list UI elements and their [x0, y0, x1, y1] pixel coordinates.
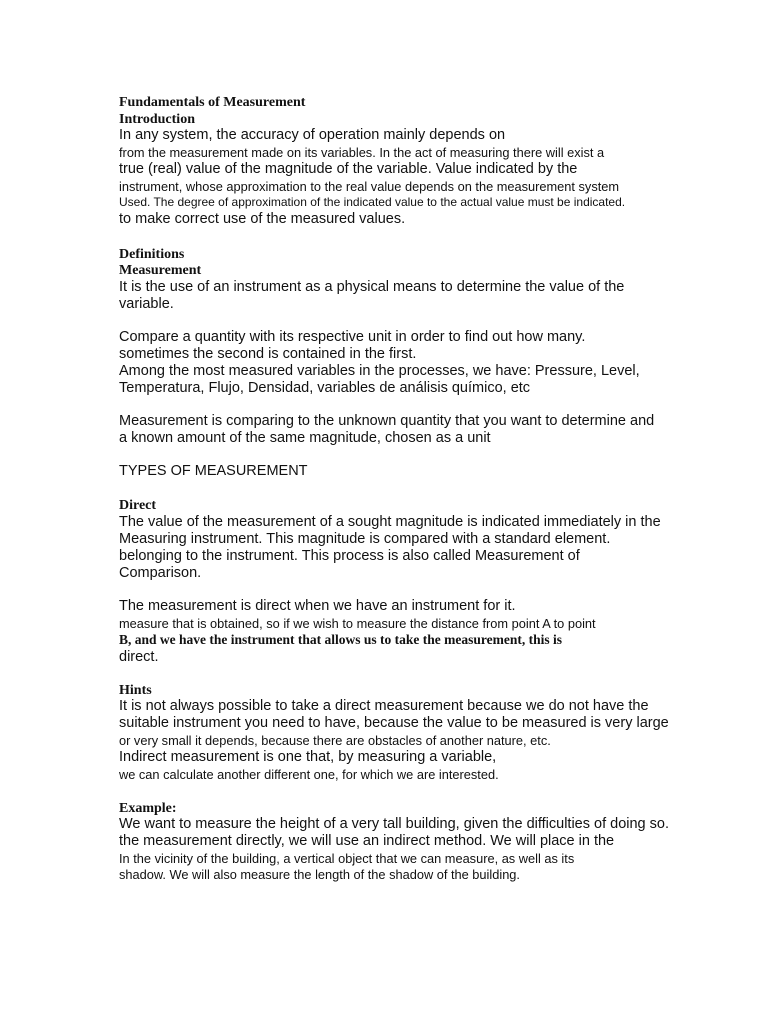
- direct-example-line: direct.: [119, 649, 159, 665]
- hints-line: we can calculate another different one, for which we are interested.: [119, 767, 499, 782]
- compare-line: Among the most measured variables in the processes, we have: Pressure, Level,: [119, 363, 640, 379]
- hints-line: Indirect measurement is one that, by measuring a variable,: [119, 749, 497, 765]
- types-heading: TYPES OF MEASUREMENT: [119, 463, 308, 479]
- measurement-heading: Measurement: [119, 263, 202, 278]
- direct-line: Measuring instrument. This magnitude is compared with a standard element.: [119, 531, 611, 547]
- hints-line: suitable instrument you need to have, because the value to be measured is very large: [119, 715, 669, 731]
- intro-line: In any system, the accuracy of operation mainly depends on: [119, 127, 506, 143]
- direct-line: The value of the measurement of a sought magnitude is indicated immediately in the: [119, 514, 661, 530]
- direct-example-line: B, and we have the instrument that allows us to take the measurement, this is: [119, 632, 563, 647]
- intro-line: Used. The degree of approximation of the indicated value to the actual value must be indicated.: [119, 195, 626, 209]
- example-line: shadow. We will also measure the length of the shadow of the building.: [119, 867, 520, 882]
- example-line: We want to measure the height of a very tall building, given the difficulties of doing so.: [119, 816, 669, 832]
- measurement-line: It is the use of an instrument as a physical means to determine the value of the: [119, 279, 625, 295]
- comparing-line: a known amount of the same magnitude, chosen as a unit: [119, 430, 491, 446]
- compare-line: Compare a quantity with its respective unit in order to find out how many.: [119, 329, 586, 345]
- introduction-heading: Introduction: [119, 112, 195, 127]
- direct-heading: Direct: [119, 498, 157, 513]
- direct-example-line: The measurement is direct when we have an instrument for it.: [119, 598, 516, 614]
- direct-line: Comparison.: [119, 565, 202, 581]
- document-title: Fundamentals of Measurement: [119, 95, 306, 110]
- measurement-line: variable.: [119, 296, 174, 312]
- direct-example-line: measure that is obtained, so if we wish to measure the distance from point A to point: [119, 616, 596, 631]
- hints-heading: Hints: [119, 683, 152, 698]
- definitions-heading: Definitions: [119, 247, 185, 262]
- compare-line: Temperatura, Flujo, Densidad, variables de análisis químico, etc: [119, 380, 531, 396]
- example-line: the measurement directly, we will use an indirect method. We will place in the: [119, 833, 615, 849]
- hints-line: It is not always possible to take a direct measurement because we do not have the: [119, 698, 649, 714]
- intro-line: true (real) value of the magnitude of the variable. Value indicated by the: [119, 161, 578, 177]
- intro-line: from the measurement made on its variables. In the act of measuring there will exist a: [119, 145, 605, 160]
- intro-line: to make correct use of the measured values.: [119, 211, 406, 227]
- example-heading: Example:: [119, 801, 177, 816]
- hints-line: or very small it depends, because there are obstacles of another nature, etc.: [119, 733, 551, 748]
- direct-line: belonging to the instrument. This process is also called Measurement of: [119, 548, 580, 564]
- intro-line: instrument, whose approximation to the real value depends on the measurement system: [119, 179, 620, 194]
- example-line: In the vicinity of the building, a vertical object that we can measure, as well as its: [119, 851, 575, 866]
- comparing-line: Measurement is comparing to the unknown quantity that you want to determine and: [119, 413, 655, 429]
- compare-line: sometimes the second is contained in the first.: [119, 346, 417, 362]
